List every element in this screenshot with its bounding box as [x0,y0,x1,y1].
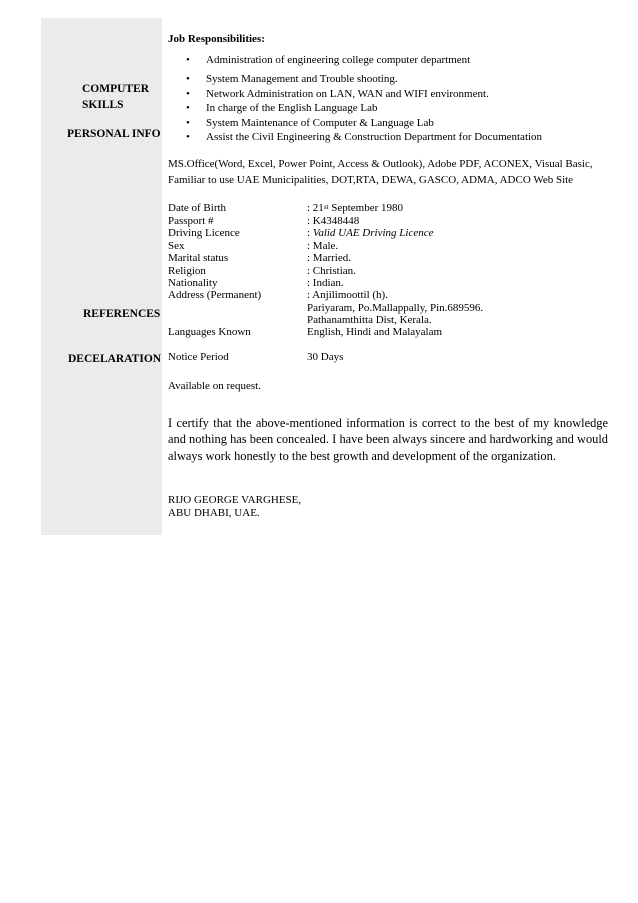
religion-value: : Christian. [307,265,356,277]
sex-value: : Male. [307,240,339,252]
declaration-heading: DECELARATION [68,353,162,365]
address-line-1: : Anjilimoottil (h). [307,289,388,301]
computer-skills-heading-line1: COMPUTER [82,83,150,95]
religion-label: Religion [168,265,206,277]
list-item: • System Management and Trouble shooting. [186,73,398,85]
passport-label: Passport # [168,215,214,227]
licence-label: Driving Licence [168,227,240,239]
signature-location: ABU DHABI, UAE. [168,507,260,519]
bullet-icon: • [186,87,190,100]
list-item: • In charge of the English Language Lab [186,102,378,114]
bullet-icon: • [186,131,190,143]
declaration-text: I certify that the above-mentioned information is correct to the best of my knowledge and nothing has been concealed. I have been always sincere and hardworking and would always work honestly to the best growth and development of the organization. [168,416,608,463]
nationality-label: Nationality [168,277,218,289]
address-line-3: Pathanamthitta Dist, Kerala. [307,314,432,326]
computer-skills-text: MS.Office(Word, Excel, Power Point, Access & Outlook), Adobe PDF, ACONEX, Visual Basic, Familiar to use UAE Municipalities, DOT,RTA, DEWA, GASCO, ADMA, ADCO Web Site [168,158,593,186]
references-heading: REFERENCES [83,308,161,320]
list-item: • System Maintenance of Computer & Language Lab [186,116,434,129]
sex-label: Sex [168,240,185,252]
dob-value: : 21st September 1980 [307,202,404,214]
list-item: • Network Administration on LAN, WAN and WIFI environment. [186,87,489,100]
bullet-icon: • [186,102,190,114]
address-line-2: Pariyaram, Po.Mallappally, Pin.689596. [307,302,484,314]
responsibilities-list-2 [168,72,542,145]
list-item: • Assist the Civil Engineering & Construction Department for Documentation [186,131,543,143]
marital-value: : Married. [307,252,351,264]
dob-label: Date of Birth [168,202,227,214]
responsibilities-list-1 [168,53,470,68]
address-label: Address (Permanent) [168,289,262,301]
bullet-icon: • [186,73,190,85]
bullet-icon: • [186,54,190,66]
languages-label: Languages Known [168,326,251,338]
bullet-icon: • [186,116,190,129]
marital-label: Marital status [168,252,229,264]
notice-label: Notice Period [168,351,229,363]
list-item: • Administration of engineering college computer department [186,54,471,66]
nationality-value: : Indian. [307,277,344,289]
signature-name: RIJO GEORGE VARGHESE, [168,494,302,506]
computer-skills-heading-line2: SKILLS [82,99,124,111]
licence-value: : Valid UAE Driving Licence [307,227,434,239]
languages-value: English, Hindi and Malayalam [307,326,443,338]
personal-info-heading: PERSONAL INFO [67,128,161,140]
passport-value: : K4348448 [307,215,360,227]
notice-value: 30 Days [307,351,344,363]
job-responsibilities-heading: Job Responsibilities: [168,33,265,45]
references-text: Available on request. [168,380,261,392]
